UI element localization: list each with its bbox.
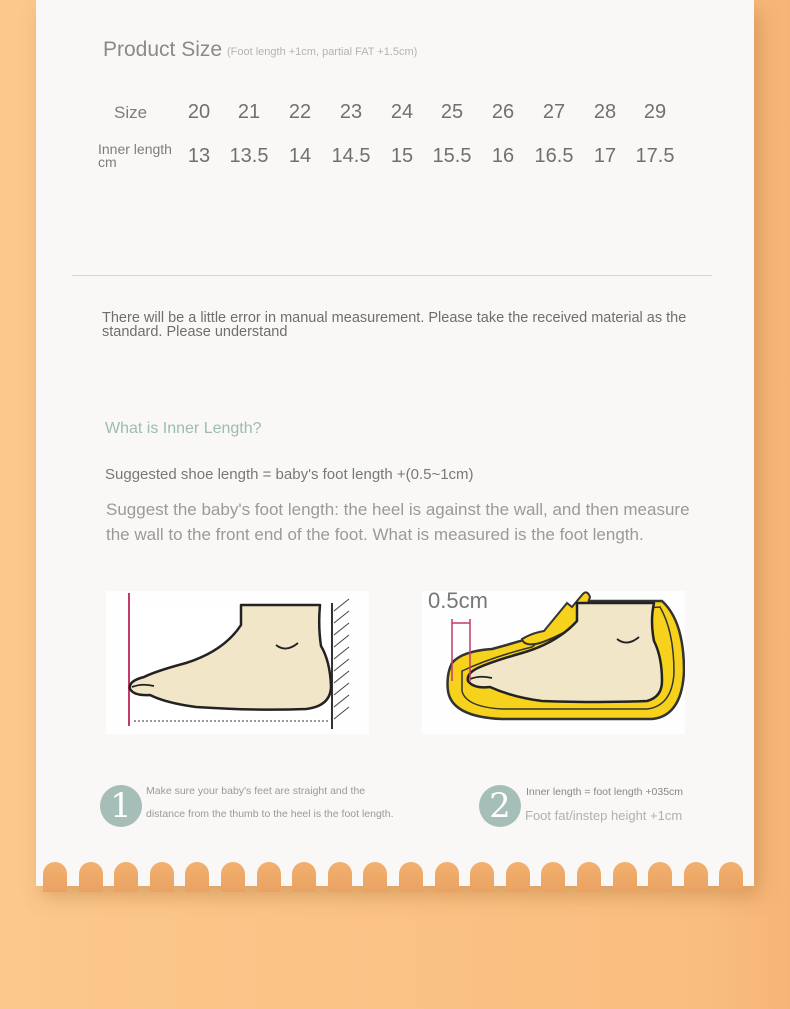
- step-2-badge: 2: [479, 785, 521, 827]
- gap-measure-label: 0.5cm: [428, 588, 488, 613]
- content-card: [36, 0, 754, 886]
- size-cell: 21: [237, 101, 261, 123]
- inner-length-cell: 15.5: [432, 145, 472, 167]
- scallop-tab: [613, 862, 637, 892]
- inner-length-cell: 16: [491, 145, 515, 167]
- scallop-tab: [292, 862, 316, 892]
- size-cell: 28: [593, 101, 617, 123]
- scallop-tab: [221, 862, 245, 892]
- scallop-tab: [257, 862, 281, 892]
- inner-length-cell: 14: [288, 145, 312, 167]
- scallop-tab: [185, 862, 209, 892]
- size-cell: 29: [643, 101, 667, 123]
- inner-length-cell: 15: [390, 145, 414, 167]
- size-cell: 27: [542, 101, 566, 123]
- scallop-tab: [399, 862, 423, 892]
- size-cell: 26: [491, 101, 515, 123]
- size-cell: 25: [440, 101, 464, 123]
- suggested-measure-text: Suggest the baby's foot length: the heel is against the wall, and then measure the wall to the front end of the foot. What is measured is the foot length.: [106, 500, 690, 544]
- section-heading: What is Inner Length?: [105, 420, 262, 437]
- scallop-tab: [506, 862, 530, 892]
- scallop-tab: [328, 862, 352, 892]
- size-cell: 20: [187, 101, 211, 123]
- suggested-length-text: Suggested shoe length = baby's foot length +(0.5~1cm): [105, 466, 474, 483]
- scalloped-edge: [36, 862, 754, 888]
- divider: [72, 275, 712, 276]
- scallop-tab: [719, 862, 743, 892]
- scallop-tab: [114, 862, 138, 892]
- scallop-tab: [648, 862, 672, 892]
- inner-length-cell: 13.5: [229, 145, 269, 167]
- size-cell: 23: [339, 101, 363, 123]
- foot-against-wall-illustration: [106, 591, 369, 734]
- measurement-note: There will be a little error in manual measurement. Please take the received material as the standard. Please understand: [102, 310, 687, 340]
- scallop-tab: [684, 862, 708, 892]
- scallop-tab: [577, 862, 601, 892]
- scallop-tab: [43, 862, 67, 892]
- size-row-label: Size: [114, 103, 148, 122]
- step-1-text: Make sure your baby's feet are straight and the distance from the thumb to the heel is the foot length.: [146, 785, 394, 820]
- page-title: Product Size: [103, 38, 223, 61]
- size-cell: 22: [288, 101, 312, 123]
- page-subtitle: (Foot length +1cm, partial FAT +1.5cm): [227, 46, 418, 58]
- scallop-tab: [541, 862, 565, 892]
- scallop-tab: [79, 862, 103, 892]
- inner-length-cell: 16.5: [534, 145, 574, 167]
- step-2-instep-text: Foot fat/instep height +1cm: [525, 808, 683, 823]
- inner-length-row-label: Inner length cm: [98, 141, 172, 170]
- step-2-inner-length-text: Inner length = foot length +035cm: [526, 786, 684, 798]
- inner-length-cell: 17.5: [635, 145, 675, 167]
- size-cell: 24: [390, 101, 414, 123]
- step-1-badge: 1: [100, 785, 142, 827]
- inner-length-cell: 17: [593, 145, 617, 167]
- scallop-tab: [435, 862, 459, 892]
- inner-length-cell: 14.5: [331, 145, 371, 167]
- inner-length-cell: 13: [187, 145, 211, 167]
- scallop-tab: [470, 862, 494, 892]
- scallop-tab: [150, 862, 174, 892]
- scallop-tab: [363, 862, 387, 892]
